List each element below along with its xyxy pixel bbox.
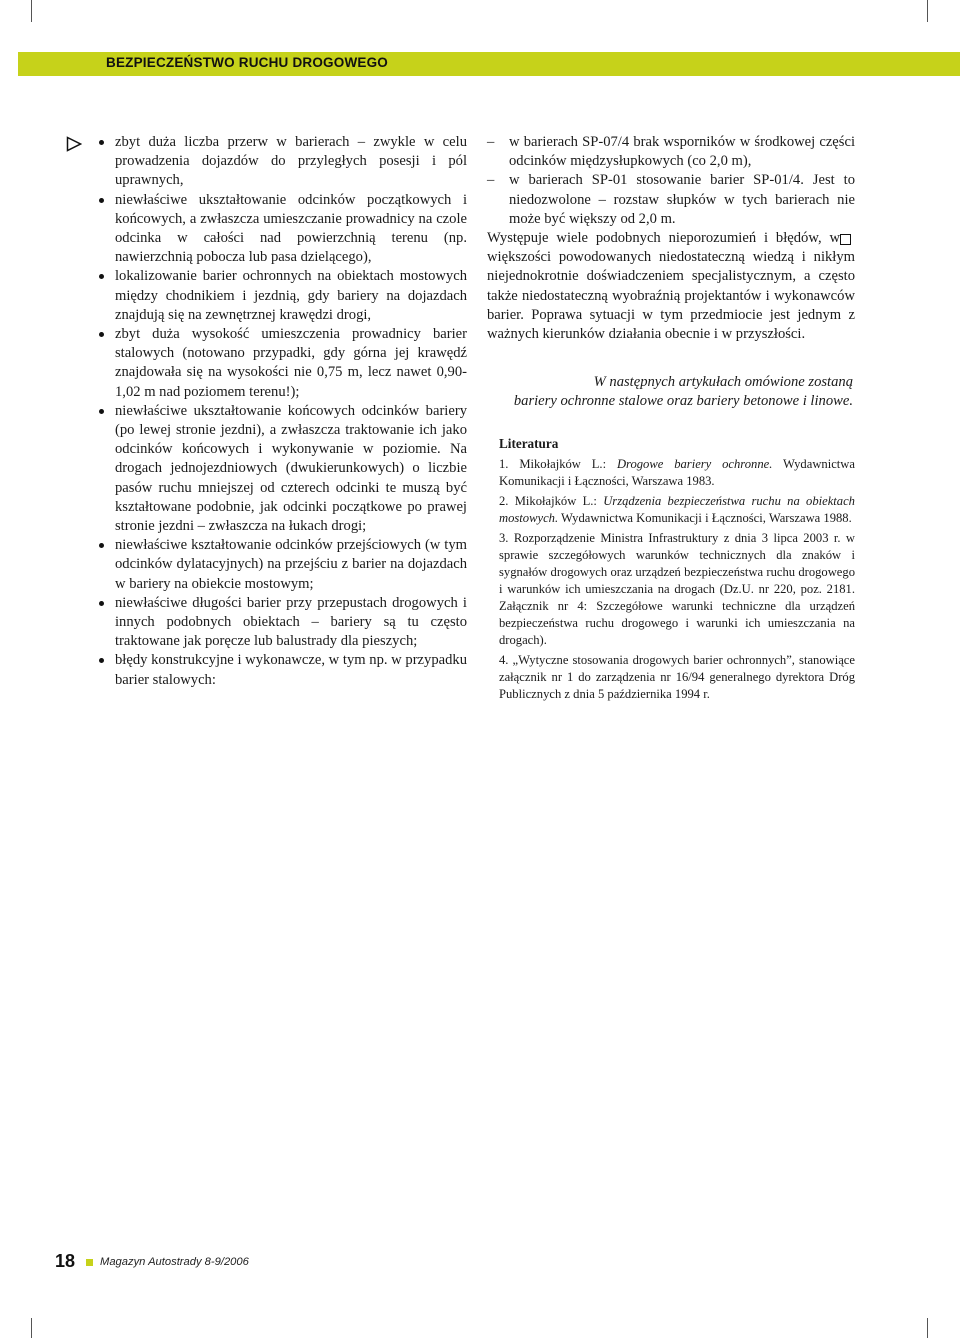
left-column xyxy=(95,133,467,690)
list-item: niewłaściwe ukształtowanie końcowych odcinków bariery (po lewej stronie jezdni), a zwłaszcza traktowanie ich jako odcinków końcowych i wykonywanie w poziomie. Na drogach jednojezdniowych (dwukierunkowych) o liczbie pasów ruchu mniejszej od czterech odcinki te muszą być kształtowane podobnie, jak odcinki początkowe po prawej stronie jezdni – zwłaszcza na łukach drogi; xyxy=(95,402,467,536)
list-item: niewłaściwe kształtowanie odcinków przejściowych (w tym odcinków dylatacyjnych) na przejściu z barier na dojazdach w bariery na obiekcie mostowym; xyxy=(95,536,467,594)
magazine-name: Magazyn Autostrady 8-9/2006 xyxy=(100,1256,249,1268)
section-title: BEZPIECZEŃSTWO RUCHU DROGOWEGO xyxy=(106,55,388,70)
reference-item xyxy=(487,652,855,703)
crop-mark-bottom-right xyxy=(927,1318,928,1338)
reference-number: 1. xyxy=(499,456,509,471)
reference-item xyxy=(487,456,855,490)
reference-author: Mikołajków L.: xyxy=(519,456,617,471)
summary-paragraph xyxy=(487,229,855,344)
list-item: niewłaściwe długości barier przy przepustach drogowych i innych podobnych obiektach – bariery są tu często traktowane jak poręcze lub balustrady dla pieszych; xyxy=(95,594,467,652)
crop-mark-bottom-left xyxy=(31,1318,32,1338)
references-list xyxy=(487,456,855,703)
footer-square-icon xyxy=(86,1259,93,1266)
list-item: zbyt duża wysokość umieszczenia prowadnicy barier stalowych (notowano przypadki, gdy górna jej krawędź znajdowała się na wysokości nie 0,75 m, lecz nawet 0,90-1,02 m nad poziomem terenu!); xyxy=(95,325,467,402)
crop-mark-left xyxy=(31,0,32,22)
end-of-article-icon xyxy=(840,234,851,245)
note-line: W następnych artykułach omówione zostaną xyxy=(593,374,853,391)
reference-details: Rozporządzenie Ministra Infrastruktury z dnia 3 lipca 2003 r. w sprawie szczegółowych warunków technicznych dla znaków i sygnałów drogowych oraz urządzeń bezpieczeństwa ruchu drogowego i warunków ich umieszczania na drogach (Dz.U. nr 220, poz. 2181. Załącznik nr 4: Szczegółowe warunki techniczne dla urządzeń bezpieczeństwa ruchu drogowego i warunki ich umieszczania na drogach). xyxy=(499,530,855,647)
dash-marker: – xyxy=(487,134,495,150)
reference-title: Urządzenia bezpieczeństwa ruchu na obiektach mostowych. xyxy=(499,493,855,525)
literature-heading: Literatura xyxy=(499,435,559,451)
defects-list xyxy=(95,133,467,690)
reference-number: 3. xyxy=(499,530,509,545)
continuation-arrow-icon xyxy=(66,136,82,152)
reference-author: Mikołajków L.: xyxy=(514,493,604,508)
list-item: błędy konstrukcyjne i wykonawcze, w tym np. w przypadku barier stalowych: xyxy=(95,651,467,689)
reference-number: 4. xyxy=(499,652,509,667)
list-item: lokalizowanie barier ochronnych na obiektach mostowych między chodnikiem i jezdnią, gdy bariery na dojazdach znajdują się na zewnętrznej krawędzi drogi, xyxy=(95,267,467,325)
steel-barrier-defects xyxy=(487,133,855,229)
list-item xyxy=(487,171,855,229)
right-column xyxy=(487,133,855,706)
reference-title: Drogowe bariery ochronne. xyxy=(616,456,773,471)
page-number: 18 xyxy=(55,1251,76,1271)
reference-details: Wydawnictwa Komunikacji i Łączności, Warszawa 1988. xyxy=(558,510,852,525)
reference-details: „Wytyczne stosowania drogowych barier ochronnych”, stanowiące załącznik nr 1 do zarządzenia nr 16/94 generalnego dyrektora Dróg Publicznych z dnia 5 października 1994 r. xyxy=(499,652,855,701)
next-articles-note xyxy=(487,373,855,411)
reference-details: Wydawnictwa Komunikacji i Łączności, Warszawa 1983. xyxy=(499,456,855,488)
dash-item-text: w barierach SP-01 stosowanie barier SP-01/4. Jest to niedozwolone – rozstaw słupków w tych barierach nie może być większy od 2,0 m. xyxy=(509,172,855,227)
summary-text: Występuje wiele podobnych nieporozumień i błędów, w większości powodowanych niedostateczną wiedzą i nikłym niejednokrotnie doświadczeniem specjalistycznym, a często także niedostateczną wyobraźnią projektantów i wykonawców barier. Poprawa sytuacji w tym przedmiocie jest jednym z ważnych kierunków działania obecnie i w przyszłości. xyxy=(487,230,855,343)
list-item: zbyt duża liczba przerw w barierach – zwykle w celu prowadzenia dojazdów do przyległych posesji i pól uprawnych, xyxy=(95,133,467,191)
reference-item xyxy=(487,493,855,527)
dash-item-text: w barierach SP-07/4 brak wsporników w środkowej części odcinków międzysłupkowych (co 2,0 m), xyxy=(509,134,855,170)
crop-mark-right xyxy=(927,0,928,22)
dash-marker: – xyxy=(487,172,495,189)
list-item: niewłaściwe ukształtowanie odcinków początkowych i końcowych, a zwłaszcza umieszczanie prowadnicy na czole odcinka w całości nad powierzchnią terenu (np. nawierzchnią pobocza lub pasa dzielącego), xyxy=(95,191,467,268)
note-line: bariery ochronne stalowe oraz bariery betonowe i linowe. xyxy=(513,393,853,410)
reference-item xyxy=(487,530,855,649)
list-item xyxy=(487,133,855,171)
reference-number: 2. xyxy=(499,493,509,508)
